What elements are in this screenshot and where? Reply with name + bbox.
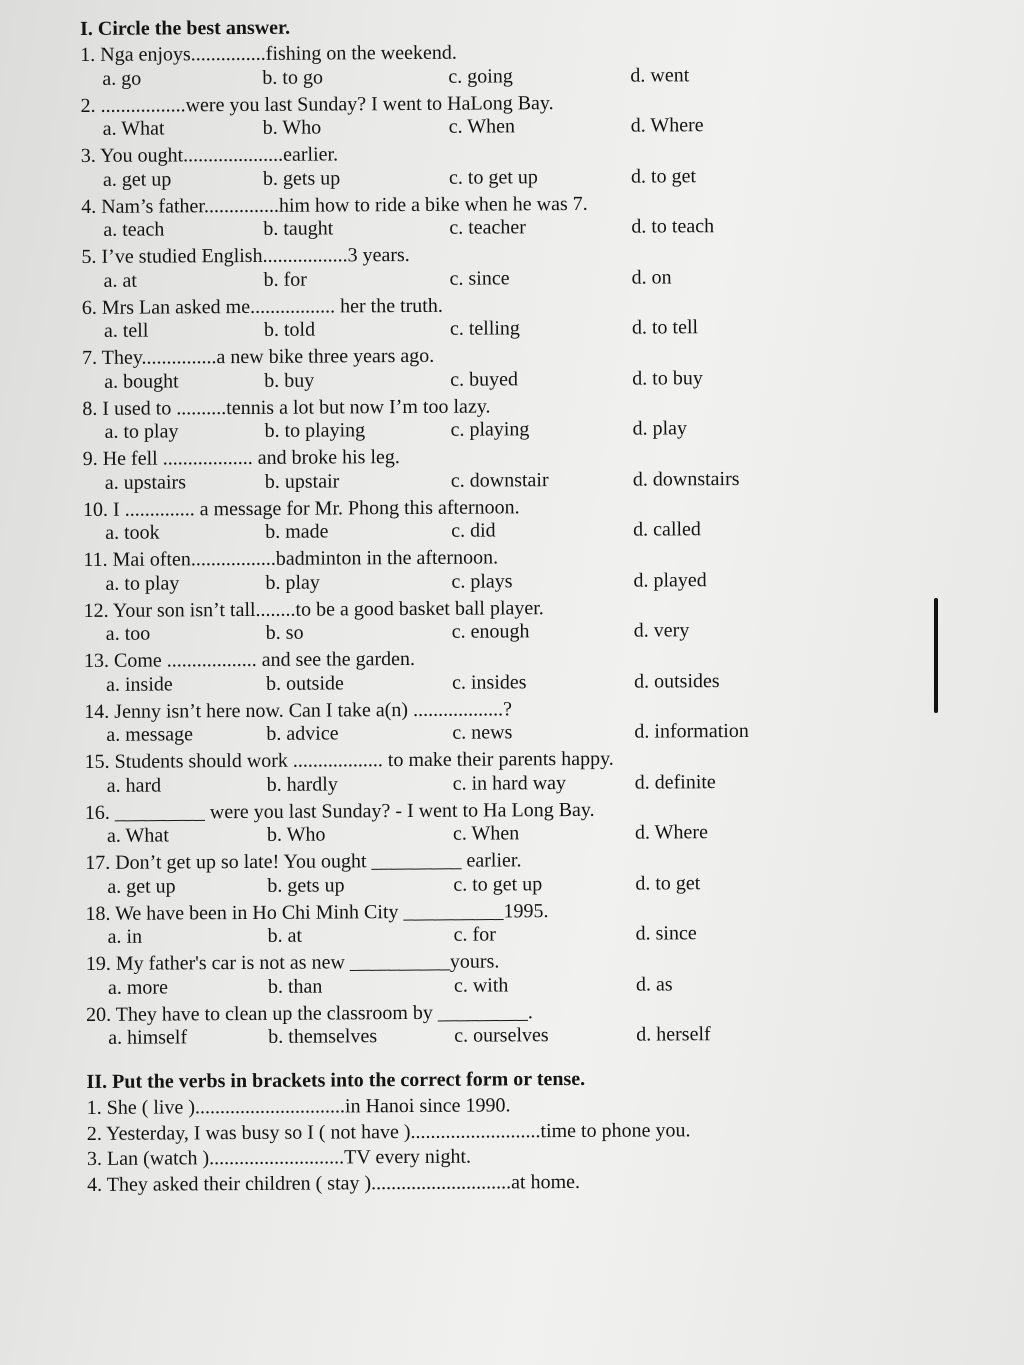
option-b: b. hardly: [266, 772, 338, 796]
question-14: 14. Jenny isn’t here now. Can I take a(n) ..................?: [84, 697, 512, 723]
section-1-title: I. Circle the best answer.: [80, 16, 291, 40]
question-8: 8. I used to ..........tennis a lot but now I’m too lazy.: [82, 395, 491, 420]
exercise-item: 1. She ( live )..............................in Hanoi since 1990.: [86, 1094, 511, 1119]
exercise-item: 2. Yesterday, I was busy so I ( not have )..........................time to phone you.: [86, 1118, 691, 1145]
option-c: c. telling: [449, 317, 520, 340]
question-10: 10. I .............. a message for Mr. Phong this afternoon.: [82, 495, 520, 521]
pen-mark: [934, 598, 938, 713]
option-b: b. gets up: [267, 873, 345, 897]
question-13: 13. Come .................. and see the garden.: [83, 647, 416, 672]
option-c: c. When: [448, 115, 516, 138]
option-c: c. to get up: [453, 872, 543, 896]
option-d: d. Where: [630, 114, 704, 137]
option-b: b. Who: [266, 823, 326, 846]
option-a: a. What: [102, 117, 165, 140]
option-c: c. in hard way: [452, 771, 567, 795]
option-b: b. upstair: [264, 469, 340, 493]
option-c: c. going: [448, 64, 513, 88]
exercise-item: 3. Lan (watch )...........................TV every night.: [86, 1145, 472, 1170]
question-11: 11. Mai often.................badminton in the afternoon.: [83, 546, 499, 571]
option-d: d. very: [633, 619, 690, 642]
option-c: c. ourselves: [454, 1024, 549, 1047]
option-a: a. at: [103, 269, 137, 292]
option-b: b. play: [265, 571, 320, 594]
option-b: b. to go: [262, 66, 324, 89]
option-c: c. playing: [450, 418, 530, 441]
question-3: 3. You ought....................earlier.: [80, 143, 339, 167]
option-d: d. herself: [636, 1023, 711, 1046]
section-1-questions: [80, 37, 1006, 1053]
option-d: d. went: [630, 63, 690, 87]
question-17: 17. Don’t get up so late! You ought _________ earlier.: [85, 849, 522, 874]
option-c: c. since: [449, 266, 510, 290]
option-a: a. to play: [105, 571, 180, 595]
option-a: a. upstairs: [104, 470, 187, 494]
option-a: a. get up: [102, 167, 172, 191]
option-c: c. news: [452, 721, 513, 744]
section-2: [86, 1063, 1007, 1198]
option-c: c. enough: [451, 620, 530, 643]
option-c: c. to get up: [448, 165, 538, 189]
option-c: c. for: [453, 923, 496, 946]
question-9: 9. He fell .................. and broke his leg.: [82, 446, 400, 470]
option-c: c. insides: [452, 670, 527, 694]
option-d: d. to tell: [631, 316, 699, 339]
option-d: d. played: [633, 568, 707, 592]
question-1: 1. Nga enjoys...............fishing on the weekend.: [80, 41, 457, 66]
option-b: b. told: [263, 318, 316, 341]
option-a: a. more: [107, 975, 168, 999]
option-d: d. called: [633, 518, 701, 541]
option-a: a. teach: [103, 218, 165, 241]
option-c: c. downstair: [450, 468, 549, 492]
option-c: c. teacher: [449, 216, 526, 239]
option-c: c. with: [453, 973, 509, 997]
option-c: c. When: [452, 822, 520, 845]
option-d: d. downstairs: [632, 467, 740, 491]
option-a: a. inside: [106, 672, 173, 696]
worksheet: [80, 10, 1007, 1198]
option-a: a. too: [105, 622, 151, 645]
question-16: 16. _________ were you last Sunday? - I went to Ha Long Bay.: [84, 798, 595, 824]
question-7: 7. They...............a new bike three years ago.: [82, 344, 435, 369]
option-b: b. to playing: [264, 419, 366, 442]
option-d: d. play: [632, 417, 688, 440]
option-a: a. tell: [103, 319, 149, 342]
option-b: b. at: [267, 924, 303, 947]
option-b: b. so: [265, 621, 304, 644]
option-a: a. to play: [104, 420, 179, 443]
option-a: a. message: [106, 723, 194, 746]
option-a: a. bought: [104, 369, 179, 393]
option-a: a. hard: [106, 774, 162, 797]
option-b: b. outside: [266, 671, 344, 695]
option-c: c. buyed: [450, 367, 519, 391]
question-5: 5. I’ve studied English.................3 years.: [81, 243, 410, 268]
option-b: b. for: [263, 268, 308, 291]
question-4: 4. Nam’s father...............him how to ride a bike when he was 7.: [81, 192, 588, 218]
question-6: 6. Mrs Lan asked me................. her the truth.: [81, 294, 443, 319]
section-2-title: II. Put the verbs in brackets into the correct form or tense.: [86, 1067, 586, 1093]
option-d: d. to get: [630, 164, 697, 188]
option-b: b. than: [267, 975, 323, 998]
question-15: 15. Students should work .................. to make their parents happy.: [84, 747, 614, 773]
option-d: d. to teach: [631, 215, 715, 238]
option-b: b. advice: [266, 722, 339, 745]
option-a: a. himself: [108, 1026, 188, 1049]
option-d: d. outsides: [634, 669, 720, 693]
option-d: d. information: [634, 719, 749, 743]
option-d: d. Where: [634, 821, 709, 844]
option-d: d. on: [631, 265, 672, 289]
option-b: b. themselves: [268, 1025, 378, 1048]
option-a: a. took: [105, 521, 160, 544]
option-d: d. as: [635, 972, 673, 996]
option-a: a. go: [102, 67, 142, 90]
option-d: d. since: [635, 922, 697, 945]
option-b: b. buy: [264, 369, 315, 392]
option-a: a. What: [106, 824, 169, 847]
option-c: c. plays: [451, 569, 513, 593]
question-12: 12. Your son isn’t tall........to be a good basket ball player.: [83, 596, 544, 622]
question-2: 2. .................were you last Sunday? I went to HaLong Bay.: [80, 91, 554, 117]
option-b: b. made: [265, 520, 329, 543]
exercise-item: 4. They asked their children ( stay )............................at home.: [87, 1170, 581, 1196]
option-a: a. in: [107, 925, 143, 948]
question-18: 18. We have been in Ho Chi Minh City __________1995.: [85, 899, 549, 925]
question-20: 20. They have to clean up the classroom by _________.: [86, 1000, 533, 1026]
question-19: 19. My father's car is not as new __________yours.: [85, 950, 500, 975]
option-b: b. gets up: [262, 166, 341, 190]
option-b: b. taught: [263, 217, 334, 240]
option-c: c. did: [451, 519, 496, 542]
option-a: a. get up: [107, 874, 176, 898]
option-d: d. to buy: [632, 366, 703, 390]
option-d: d. definite: [634, 770, 716, 794]
option-b: b. Who: [262, 116, 322, 139]
option-d: d. to get: [635, 871, 701, 895]
